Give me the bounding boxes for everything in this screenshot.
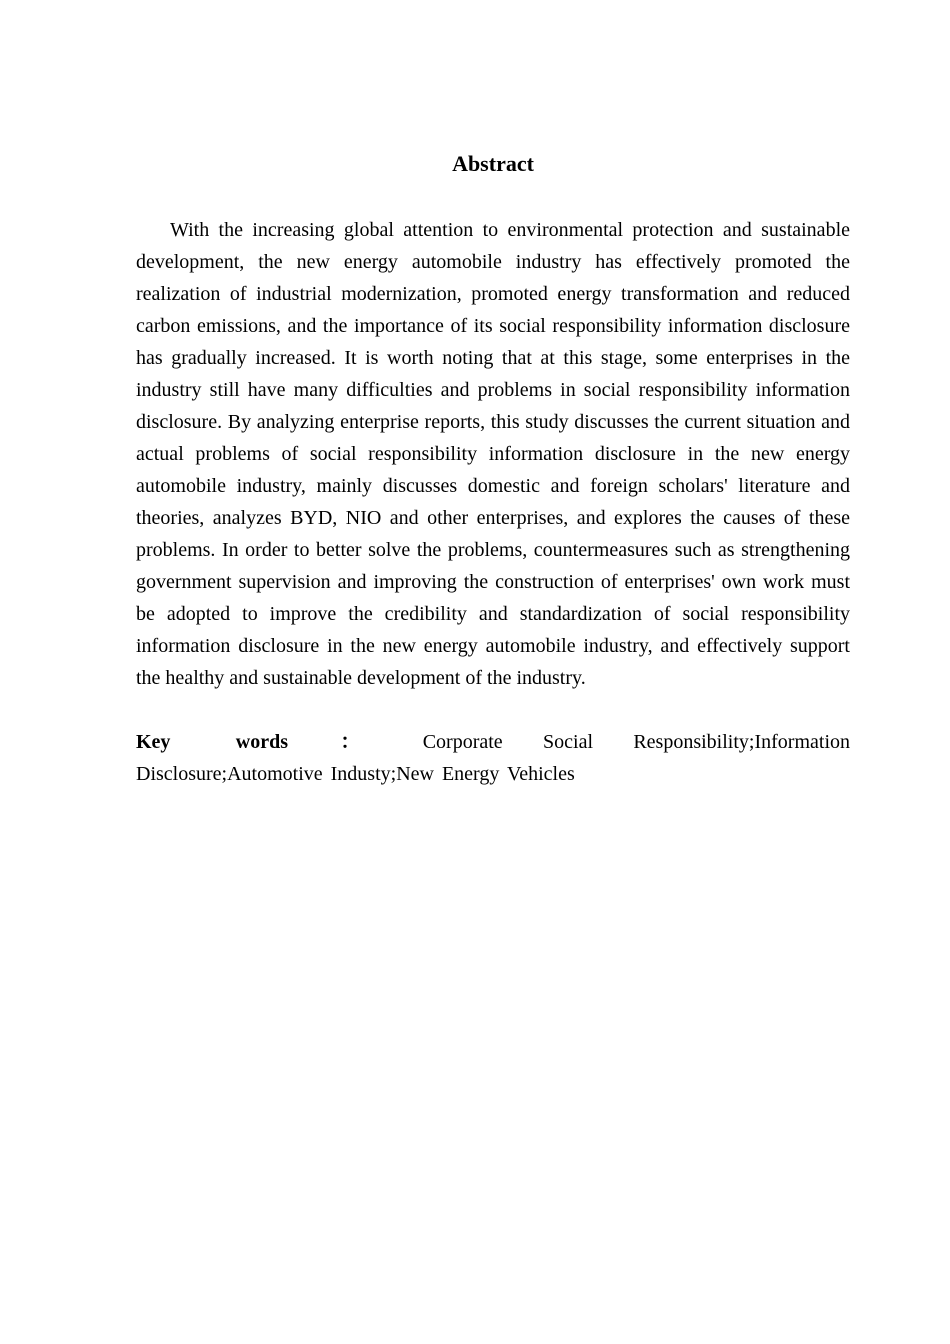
keywords-line bbox=[136, 726, 850, 790]
keywords-label: Key words bbox=[136, 731, 289, 753]
keywords-text: Corporate Social Responsibility;Information Disclosure;Automotive Industy;New Energy Vehicles bbox=[136, 731, 850, 785]
abstract-section bbox=[136, 148, 850, 790]
keywords-separator: ： bbox=[308, 731, 393, 753]
abstract-body: With the increasing global attention to environmental protection and sustainable development, the new energy automobile industry has effectively promoted the realization of industrial modernization, promoted energy transformation and reduced carbon emissions, and the importance of its social responsibility information disclosure has gradually increased. It is worth noting that at this stage, some enterprises in the industry still have many difficulties and problems in social responsibility information disclosure. By analyzing enterprise reports, this study discusses the current situation and actual problems of social responsibility information disclosure in the new energy automobile industry, mainly discusses domestic and foreign scholars' literature and theories, analyzes BYD, NIO and other enterprises, and explores the causes of these problems. In order to better solve the problems, countermeasures such as strengthening government supervision and improving the construction of enterprises' own work must be adopted to improve the credibility and standardization of social responsibility information disclosure in the new energy automobile industry, and effectively support the healthy and sustainable development of the industry. bbox=[136, 219, 850, 689]
abstract-title: Abstract bbox=[452, 151, 534, 176]
